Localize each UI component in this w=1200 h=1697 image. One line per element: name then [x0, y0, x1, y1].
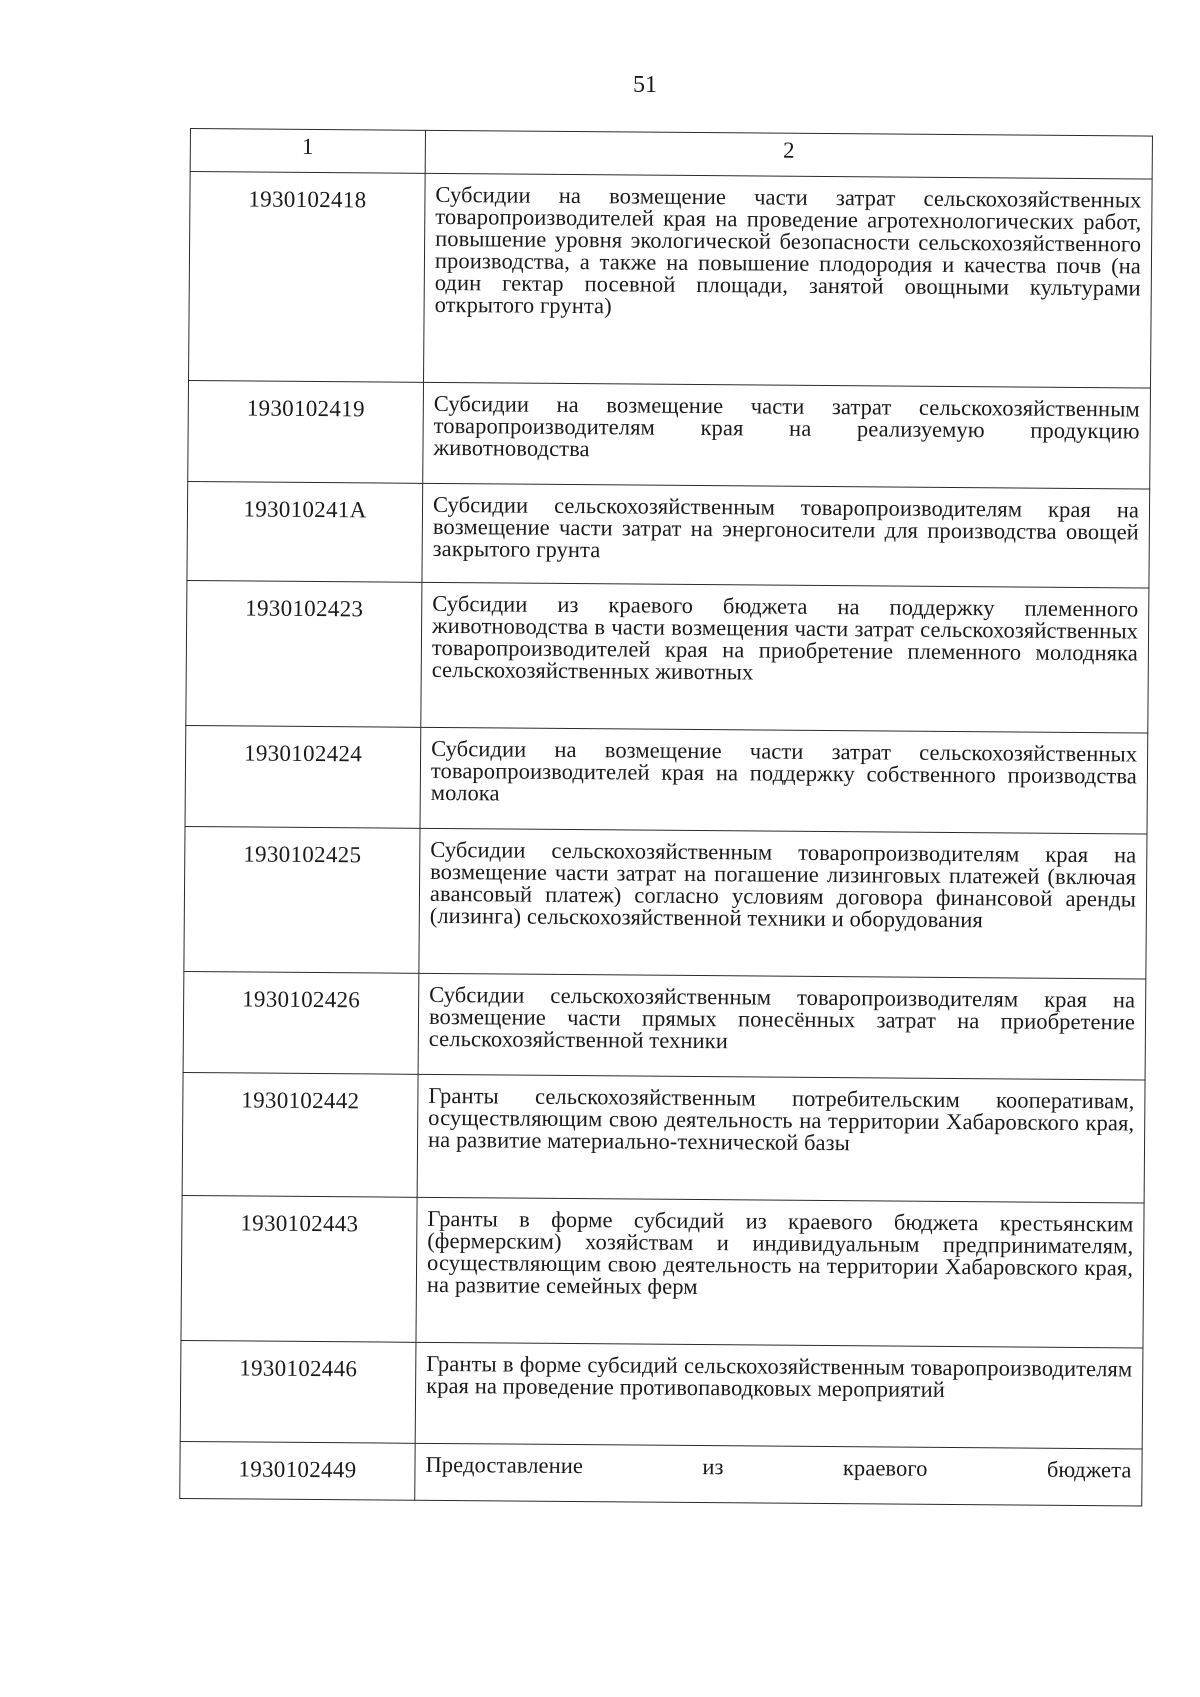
table-row	[187, 481, 1150, 588]
row-description: Субсидии сельскохозяйственным товаропроизводителям края на возмещение части затрат на погашение лизинговых платежей (включая авансовый платеж) согласно условиям договора финансовой аренды (лизинга) сельскохозяйственной техники и оборудования	[419, 828, 1147, 979]
budget-classification-table	[179, 128, 1153, 1507]
row-description: Гранты в форме субсидий сельскохозяйственным товаропроизводителям края на проведение противопаводковых мероприятий	[415, 1342, 1143, 1449]
table-row	[184, 826, 1147, 979]
row-description: Субсидии на возмещение части затрат сельскохозяйственных товаропроизводителей края на проведение агротехнологических работ, повышение уровня экологической безопасности сельскохозяйственного производства, а также на повышение плодородия и качества почв (на один гектар посевной площади, занятой овощными культурами открытого грунта)	[424, 173, 1153, 388]
row-code: 1930102424	[185, 725, 421, 828]
row-code: 1930102425	[184, 826, 420, 973]
row-code: 1930102426	[183, 971, 419, 1074]
table-row	[189, 172, 1153, 389]
row-code: 1930102442	[182, 1072, 418, 1197]
row-code: 193010241А	[187, 481, 423, 582]
table-row	[183, 971, 1146, 1080]
row-description: Гранты в форме субсидий из краевого бюджета крестьянским (фермерским) хозяйствам и индивидуальным предпринимателям, осуществляющим свою деятельность на территории Хабаровского края, на развитие семейных ферм	[416, 1197, 1144, 1348]
row-code: 1930102419	[188, 380, 424, 483]
row-description: Субсидии сельскохозяйственным товаропроизводителям края на возмещение части прямых понесённых затрат на приобретение сельскохозяйственной техники	[418, 973, 1146, 1080]
row-description: Предоставление из краевого бюджета	[415, 1443, 1142, 1506]
table-row	[182, 1072, 1145, 1203]
row-description: Субсидии на возмещение части затрат сельскохозяйственных товаропроизводителей края на поддержку собственного производства молока	[420, 727, 1148, 834]
row-code: 1930102418	[189, 172, 426, 383]
page-number: 51	[633, 72, 657, 98]
row-code: 1930102446	[180, 1340, 416, 1443]
row-description: Субсидии сельскохозяйственным товаропроизводителям края на возмещение части затрат на энергоносители для производства овощей закрытого грунта	[422, 483, 1150, 588]
table-row	[185, 725, 1148, 834]
row-code: 1930102423	[186, 580, 422, 727]
table-row	[180, 1441, 1142, 1506]
row-code: 1930102443	[181, 1195, 417, 1342]
row-code: 1930102449	[180, 1441, 415, 1500]
row-description: Субсидии на возмещение части затрат сельскохозяйственным товаропроизводителям края на реализуемую продукцию животноводства	[423, 382, 1151, 489]
table-header-row	[190, 129, 1152, 180]
row-description: Субсидии из краевого бюджета на поддержку племенного животноводства в части возмещения части затрат сельскохозяйственных товаропроизводителей края на приобретение племенного молодняка сельскохозяйственных животных	[421, 582, 1149, 733]
table-row	[180, 1340, 1143, 1449]
row-description: Гранты сельскохозяйственным потребительским кооперативам, осуществляющим свою деятельность на территории Хабаровского края, на развитие материально-технической базы	[417, 1074, 1145, 1203]
table-row	[181, 1195, 1144, 1348]
table-row	[188, 380, 1151, 489]
header-column-1: 1	[190, 129, 425, 174]
table-row	[186, 580, 1149, 733]
header-column-2: 2	[425, 130, 1152, 179]
